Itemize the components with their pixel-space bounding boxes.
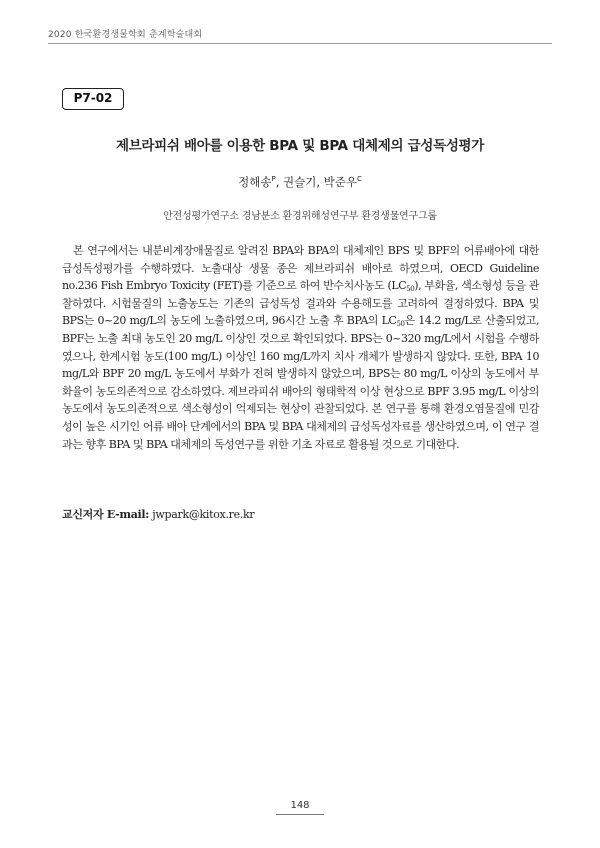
abstract-text: 본 연구에서는 내분비계장애물질로 알려진 BPA와 BPA의 대체제인 BPS 및 BPF의 어류배아에 대한 급성독성평가를 수행하였다. 노출대상 생물 종은 제브라피쉬 배아로 하였으며, OECD Guideline no.236 Fish Embryo Toxicity (FET)를 기준으로 하여 반수치사농도 (LC xyxy=(62,244,539,293)
author-name: 박준우 xyxy=(323,175,357,189)
corresponding-label: 교신저자 E-mail: xyxy=(62,508,150,521)
author-separator: , xyxy=(275,175,283,189)
author-mark: P xyxy=(271,175,276,184)
paper-title: 제브라피쉬 배아를 이용한 BPA 및 BPA 대체제의 급성독성평가 xyxy=(115,138,485,154)
corresponding-email[interactable]: jwpark@kitox.re.kr xyxy=(152,508,255,521)
author-name: 권슬기 xyxy=(283,175,317,189)
corresponding-author xyxy=(62,506,254,522)
author-separator: , xyxy=(316,175,324,189)
header-divider xyxy=(48,43,552,44)
abstract-subscript: 50 xyxy=(396,320,405,329)
poster-code-badge: P7-02 xyxy=(62,88,124,110)
abstract-text: 은 14.2 mg/L로 산출되었고, BPF는 노출 최대 농도인 20 mg/L 이상인 것으로 확인되었다. BPS는 0~320 mg/L에서 시험을 수행하였으나, 한계시험 농도(100 mg/L) 이상인 160 mg/L까지 치사 개체가 발생하지 않았다. 또한, BPA 10 mg/L와 BPF 20 mg/L 농도에서 부화가 전혀 발생하지 않았으며, BPS는 80 mg/L 이상의 농도에서 부화율이 농도의존적으로 감소하였다. 제브라피쉬 배아의 형태학적 이상 현상으로 BPF 3.95 mg/L 이상의 농도에서 농도의존적으로 색소형성이 억제되는 현상이 관찰되었다. 본 연구를 통해 환경오염물질에 민감성이 높은 시기인 어류 배아 단계에서의 BPA 및 BPA 대체제의 급성독성자료를 생산하였으며, 이 연구 결과는 향후 BPA 및 BPA 대체제의 독성연구를 위한 기초 자료로 활용될 것으로 기대한다. xyxy=(62,314,539,451)
abstract-subscript: 50 xyxy=(406,285,415,294)
conference-header: 2020 한국환경생물학회 춘계학술대회 xyxy=(48,30,203,40)
author-mark: C xyxy=(356,175,362,184)
author-name: 정해송 xyxy=(238,175,272,189)
abstract-body xyxy=(62,242,539,453)
affiliation: 안전성평가연구소 경남분소 환경위해성연구부 환경생물연구그룹 xyxy=(163,211,437,222)
page-number: 148 xyxy=(290,800,310,811)
author-list xyxy=(0,174,600,190)
footer-divider xyxy=(276,814,324,815)
abstract-text: ), 부화율, 색소형성 등을 관찰하였다. 시험물질의 노출농도는 기존의 급성독성 결과와 수용해도를 고려하여 결정하였다. BPA 및 BPS는 0~20 mg/L의 농도에 노출하였으며, 96시간 노출 후 BPA의 LC xyxy=(62,279,539,328)
